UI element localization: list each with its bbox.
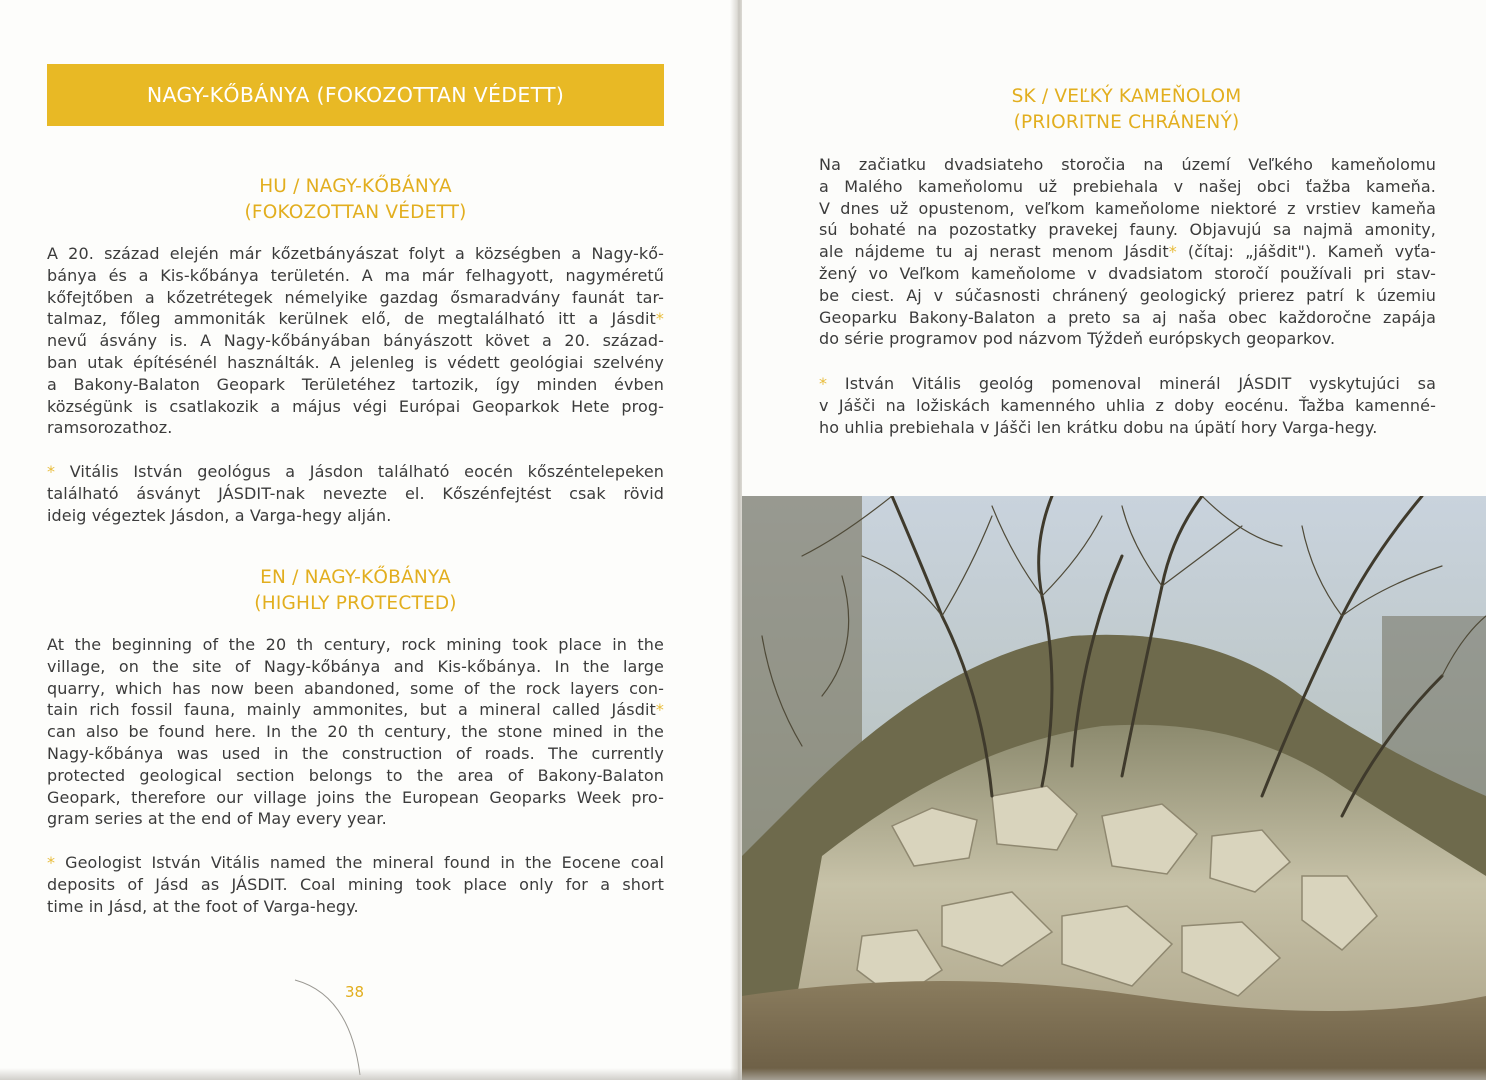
en-heading-line1: EN / NAGY-KŐBÁNYA — [260, 567, 451, 588]
sk-body-line: ale nájdeme tu aj nerast menom Jásdit* (čítaj: „jášdit"). Kameň vyťa- — [819, 242, 1437, 262]
banner-title: NAGY-KŐBÁNYA (FOKOZOTTAN VÉDETT) — [146, 83, 565, 107]
en-body-line: Geopark, therefore our village joins the European Geoparks Week pro- — [47, 787, 664, 807]
en-body-line: village, on the site of Nagy-kőbánya and Kis-kőbánya. In the large — [47, 656, 664, 676]
en-footnote — [47, 852, 664, 917]
page-bottom-shadow — [0, 1068, 1486, 1080]
sk-heading-line1: SK / VEĽKÝ KAMEŇOLOM — [1011, 86, 1242, 107]
hu-heading-line1: HU / NAGY-KŐBÁNYA — [259, 176, 452, 197]
hu-body-line: ban utak építésénél használták. A jelenleg is védett geológiai szelvény — [47, 352, 664, 372]
hu-note-line: ideig végeztek Jásdon, a Varga-hegy alján. — [47, 505, 392, 525]
sk-heading-line2: (PRIORITNE CHRÁNENÝ) — [1013, 112, 1240, 133]
asterisk-marker: * — [47, 853, 56, 872]
hu-body-line: ramsorozathoz. — [47, 418, 173, 438]
en-note-line: time in Jásd, at the foot of Varga-hegy. — [47, 896, 359, 916]
asterisk-marker: * — [819, 374, 828, 393]
en-body-line: gram series at the end of May every year. — [47, 809, 387, 829]
sk-body-line: V dnes už opustenom, veľkom kameňolome niektoré z vrstiev kameňa — [819, 198, 1436, 218]
sk-heading — [818, 84, 1435, 136]
hu-heading — [47, 174, 664, 226]
sk-note-line: v Jášči na ložiskách kamenného uhlia z doby eocénu. Ťažba kamenné- — [819, 395, 1436, 415]
sk-body-line: Na začiatku dvadsiateho storočia na území Veľkého kameňolomu — [819, 155, 1436, 174]
sk-footnote — [819, 373, 1436, 438]
sk-body-line: a Malého kameňolomu už prebiehala v našej obci ťažba kameňa. — [819, 176, 1436, 196]
hu-footnote — [47, 461, 664, 526]
sk-body-line: do série programov pod názvom Týždeň európskych geoparkov. — [819, 329, 1336, 349]
en-heading-line2: (HIGHLY PROTECTED) — [254, 593, 457, 614]
asterisk-marker: * — [47, 462, 56, 481]
asterisk-marker: * — [655, 309, 664, 329]
en-body-line: can also be found here. In the 20 th century, the stone mined in the — [47, 722, 664, 742]
hu-body-line: a Bakony-Balaton Geopark Területéhez tartozik, így minden évben — [47, 374, 664, 394]
hu-body — [47, 243, 664, 439]
asterisk-marker: * — [655, 700, 664, 720]
en-heading — [47, 565, 664, 617]
quarry-photo — [742, 496, 1486, 1080]
hu-body-line: A 20. század elején már kőzetbányászat folyt a községben a Nagy-kő- — [47, 244, 664, 263]
hu-body-line: bánya és a Kis-kőbánya területén. A ma már felhagyott, nagyméretű — [47, 265, 664, 285]
asterisk-marker: * — [1168, 242, 1177, 262]
hu-body-line: községünk is csatlakozik a május végi Európai Geoparkok Hete prog- — [47, 396, 664, 416]
en-body-line: At the beginning of the 20 th century, rock mining took place in the — [47, 635, 664, 654]
page-corner-curve — [290, 975, 380, 1080]
hu-heading-line2: (FOKOZOTTAN VÉDETT) — [244, 202, 467, 223]
sk-body-line: sú bohaté na pozostatky pravekej fauny. Objavujú sa najmä amonity, — [819, 220, 1436, 240]
sk-note-line: ho uhlia prebiehala v Jášči len krátku dobu na úpätí hory Varga-hegy. — [819, 417, 1378, 437]
left-page — [0, 0, 738, 1080]
sk-body-line: be ciest. Aj v súčasnosti chránený geologický prierez patrí k územiu — [819, 285, 1436, 305]
sk-body-line: Geoparku Bakony-Balaton a preto sa aj naša obec každoročne zapája — [819, 307, 1436, 327]
en-body-line: Nagy-kőbánya was used in the construction of roads. The currently — [47, 743, 664, 763]
sk-note-line: * István Vitális geológ pomenoval minerál JÁSDIT vyskytujúci sa — [819, 374, 1436, 393]
hu-note-line: * Vitális István geológus a Jásdon található eocén kőszéntelepeken — [47, 462, 664, 481]
hu-note-line: található ásványt JÁSDIT-nak nevezte el. Kőszénfejtést csak rövid — [47, 483, 664, 503]
hu-body-line: nevű ásvány is. A Nagy-kőbányában bányászott követ a 20. század- — [47, 331, 664, 351]
sk-body-line: žený vo Veľkom kameňolome v dvadsiatom storočí používali pri stav- — [819, 263, 1436, 283]
hu-body-line: talmaz, főleg ammoniták kerülnek elő, de megtalálható itt a Jásdit* — [47, 309, 664, 329]
en-body-line: tain rich fossil fauna, mainly ammonites, but a mineral called Jásdit* — [47, 700, 664, 720]
page-number: 38 — [345, 983, 365, 1001]
en-body — [47, 634, 664, 830]
en-body-line: quarry, which has now been abandoned, some of the rock layers con- — [47, 678, 664, 698]
hu-body-line: kőfejtőben a kőzetrétegek némelyike gazdag ősmaradvány faunát tar- — [47, 287, 664, 307]
en-note-line: deposits of Jásd as JÁSDIT. Coal mining took place only for a short — [47, 874, 664, 894]
en-note-line: * Geologist István Vitális named the mineral found in the Eocene coal — [47, 853, 664, 872]
sk-body — [819, 154, 1436, 350]
title-banner — [47, 64, 664, 126]
en-body-line: protected geological section belongs to the area of Bakony-Balaton — [47, 765, 664, 785]
